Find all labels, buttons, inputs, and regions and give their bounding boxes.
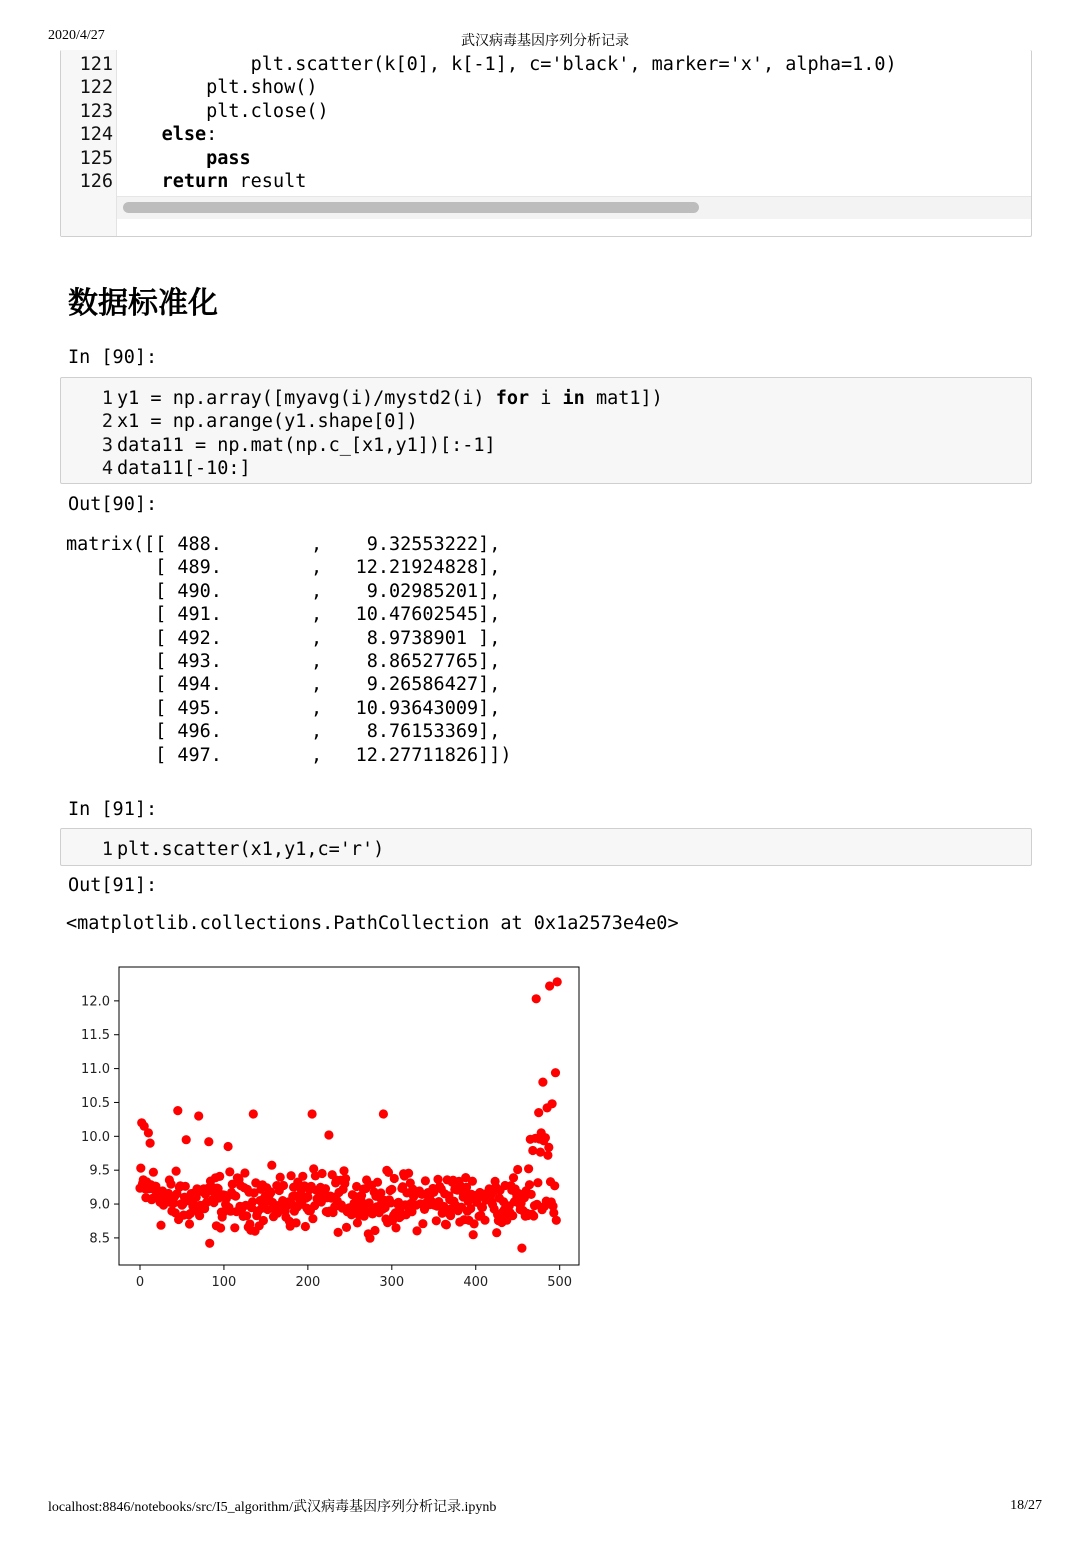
matrix-row: [ 490. , 9.02985201],	[66, 580, 501, 602]
code-text: x1 = np.arange(y1.shape[0])	[117, 411, 418, 433]
line-number: 2	[101, 411, 113, 433]
x-tick-label: 100	[211, 1275, 237, 1290]
scatter-point	[181, 1182, 190, 1191]
line-number: 1	[101, 839, 113, 860]
code-text: plt.scatter(k[0], k[-1], c='black', marker='x', alpha=1.0)	[117, 54, 897, 75]
y-tick-label: 8.5	[89, 1231, 110, 1247]
matrix-row: [ 495. , 10.93643009],	[66, 697, 501, 719]
scatter-point	[166, 1180, 175, 1189]
code-cell-90[interactable]	[60, 377, 1032, 484]
x-tick-label: 300	[379, 1275, 405, 1290]
y-tick-label: 9.0	[89, 1197, 110, 1213]
code-text: plt.close()	[117, 100, 329, 122]
scatter-point	[259, 1216, 268, 1225]
print-date: 2020/4/27	[48, 28, 105, 43]
x-tick-label: 400	[463, 1275, 489, 1290]
scatter-point	[205, 1239, 214, 1248]
out-prompt-91: Out[91]:	[68, 875, 158, 896]
scatter-point	[553, 977, 562, 986]
scatter-point	[341, 1174, 350, 1183]
code-line[interactable]	[117, 147, 251, 170]
matrix-row: [ 497. , 12.27711826]])	[66, 744, 512, 766]
code-text: i	[529, 388, 563, 409]
code-line[interactable]	[117, 100, 329, 123]
y-tick-label: 10.0	[81, 1129, 110, 1145]
scatter-point	[517, 1244, 526, 1253]
code-line[interactable]	[117, 387, 663, 410]
code-text: result	[228, 171, 307, 192]
scatter-point	[276, 1173, 285, 1182]
scatter-point	[308, 1214, 317, 1223]
code-line[interactable]	[117, 123, 217, 146]
scatter-point	[529, 1211, 538, 1220]
scatter-point	[468, 1177, 477, 1186]
scatter-point	[390, 1174, 399, 1183]
code-line[interactable]	[117, 76, 317, 99]
code-cell-top[interactable]	[60, 50, 1032, 237]
matrix-row: [ 494. , 9.26586427],	[66, 674, 501, 696]
scatter-point	[373, 1178, 382, 1187]
scatter-point	[538, 1078, 547, 1087]
scatter-point	[480, 1216, 489, 1225]
page-number: 18/27	[1010, 1498, 1042, 1513]
code-line[interactable]	[117, 434, 496, 457]
scatter-point	[267, 1161, 276, 1170]
scatter-point	[442, 1220, 451, 1229]
y-tick-label: 11.0	[81, 1062, 110, 1078]
scatter-point	[215, 1172, 224, 1181]
scatter-point	[287, 1171, 296, 1180]
scatter-point	[136, 1164, 145, 1173]
scatter-point	[301, 1222, 310, 1231]
scatter-point	[230, 1223, 239, 1232]
scatter-point	[308, 1109, 317, 1118]
y-tick-label: 12.0	[81, 994, 110, 1010]
matrix-row: [ 492. , 8.9738901 ],	[66, 627, 501, 649]
line-number: 123	[79, 100, 113, 122]
scatter-point	[365, 1234, 374, 1243]
code-keyword: pass	[206, 147, 251, 169]
code-cell-91[interactable]	[60, 828, 1032, 866]
scatter-point	[552, 1216, 561, 1225]
scatter-point	[525, 1180, 534, 1189]
print-title: 武汉病毒基因序列分析记录	[461, 34, 629, 49]
scatter-point	[292, 1218, 301, 1227]
pathcollection-repr: <matplotlib.collections.PathCollection at 0x1a2573e4e0>	[66, 913, 679, 934]
scatter-point	[242, 1211, 251, 1220]
matrix-row: [ 496. , 8.76153369],	[66, 721, 501, 743]
scatter-point	[173, 1106, 182, 1115]
scatter-point	[194, 1111, 203, 1120]
scatter-point	[146, 1139, 155, 1148]
scatter-point	[534, 1108, 543, 1117]
code-text	[117, 171, 162, 192]
matrix-row: matrix([[ 488. , 9.32553222],	[66, 534, 501, 555]
matrix-row: [ 489. , 12.21924828],	[66, 557, 501, 579]
scatter-point	[412, 1226, 421, 1235]
scatter-point	[249, 1109, 258, 1118]
print-url: localhost:8846/notebooks/src/I5_algorithm/武汉病毒基因序列分析记录.ipynb	[48, 1500, 497, 1515]
scatter-point	[353, 1218, 362, 1227]
scatter-point	[185, 1219, 194, 1228]
scatter-point	[216, 1223, 225, 1232]
scatter-point	[156, 1221, 165, 1230]
scatter-point	[421, 1176, 430, 1185]
scatter-point	[182, 1135, 191, 1144]
scatter-point	[172, 1167, 181, 1176]
scatter-point	[528, 1146, 537, 1155]
scatter-point	[469, 1230, 478, 1239]
code-keyword: for	[495, 388, 530, 409]
scatter-point	[513, 1165, 522, 1174]
code-keyword: else	[161, 124, 207, 146]
in-prompt-90: In [90]:	[68, 347, 158, 368]
line-number: 3	[101, 434, 113, 456]
scatter-point	[324, 1130, 333, 1139]
matrix-output	[66, 533, 512, 767]
horizontal-scrollbar-thumb[interactable]	[123, 202, 699, 213]
y-tick-label: 10.5	[81, 1095, 110, 1111]
scatter-point	[532, 994, 541, 1003]
scatter-point	[524, 1164, 533, 1173]
code-line[interactable]	[117, 838, 384, 861]
code-line[interactable]	[117, 457, 251, 480]
code-line[interactable]	[117, 170, 306, 193]
code-line[interactable]	[117, 410, 418, 433]
code-text: data11[-10:]	[117, 458, 251, 480]
scatter-point	[546, 1177, 555, 1186]
section-heading: 数据标准化	[68, 286, 218, 321]
line-number: 125	[79, 147, 113, 169]
y-tick-label: 11.5	[81, 1028, 110, 1044]
code-text: :	[206, 124, 218, 146]
scatter-point	[509, 1173, 518, 1182]
y-tick-label: 9.5	[89, 1163, 110, 1179]
matrix-row: [ 493. , 8.86527765],	[66, 651, 501, 673]
scatter-point	[543, 1151, 552, 1160]
line-number: 4	[101, 458, 113, 480]
scatter-point	[404, 1169, 413, 1178]
code-keyword: in	[562, 388, 585, 409]
scatter-point	[418, 1219, 427, 1228]
scatter-point	[391, 1223, 400, 1232]
code-keyword: return	[161, 171, 229, 192]
scatter-point	[334, 1228, 343, 1237]
out-prompt-90: Out[90]:	[68, 494, 158, 515]
scatter-point	[370, 1226, 379, 1235]
scatter-point	[470, 1219, 479, 1228]
code-text	[117, 148, 206, 169]
line-number: 124	[79, 124, 113, 146]
scatter-point	[225, 1167, 234, 1176]
in-prompt-91: In [91]:	[68, 799, 158, 820]
line-number: 122	[79, 77, 113, 99]
code-text: mat1])	[584, 388, 663, 409]
line-number: 126	[79, 171, 113, 192]
scatter-point	[492, 1228, 501, 1237]
scatter-point	[543, 1103, 552, 1112]
scatter-point	[541, 1133, 550, 1142]
scatter-point	[204, 1137, 213, 1146]
scatter-point	[544, 1143, 553, 1152]
scatter-point	[240, 1168, 249, 1177]
scatter-point	[432, 1216, 441, 1225]
scatter-chart	[60, 955, 600, 1300]
x-tick-label: 0	[135, 1275, 145, 1290]
scatter-point	[224, 1142, 233, 1151]
line-number: 121	[79, 54, 113, 75]
code-line[interactable]	[117, 53, 897, 76]
scatter-point	[318, 1169, 327, 1178]
scatter-point	[279, 1181, 288, 1190]
scatter-point	[387, 1185, 396, 1194]
x-tick-label: 200	[295, 1275, 321, 1290]
line-number: 1	[101, 388, 113, 409]
scatter-point	[551, 1068, 560, 1077]
scatter-point	[144, 1128, 153, 1137]
scatter-point	[342, 1223, 351, 1232]
scatter-point	[508, 1211, 517, 1220]
code-text: data11 = np.mat(np.c_[x1,y1])[:-1]	[117, 434, 496, 456]
code-text: plt.scatter(x1,y1,c='r')	[117, 839, 385, 860]
code-text: plt.show()	[117, 77, 318, 99]
code-text	[117, 124, 162, 145]
scatter-point	[231, 1192, 240, 1201]
scatter-point	[339, 1166, 348, 1175]
scatter-point	[533, 1178, 542, 1187]
code-text: y1 = np.array([myavg(i)/mystd2(i)	[117, 388, 496, 409]
scatter-point	[149, 1168, 158, 1177]
scatter-point	[379, 1109, 388, 1118]
x-tick-label: 500	[547, 1275, 573, 1290]
scatter-point	[527, 1190, 536, 1199]
matrix-row: [ 491. , 10.47602545],	[66, 604, 501, 626]
scatter-point	[298, 1172, 307, 1181]
